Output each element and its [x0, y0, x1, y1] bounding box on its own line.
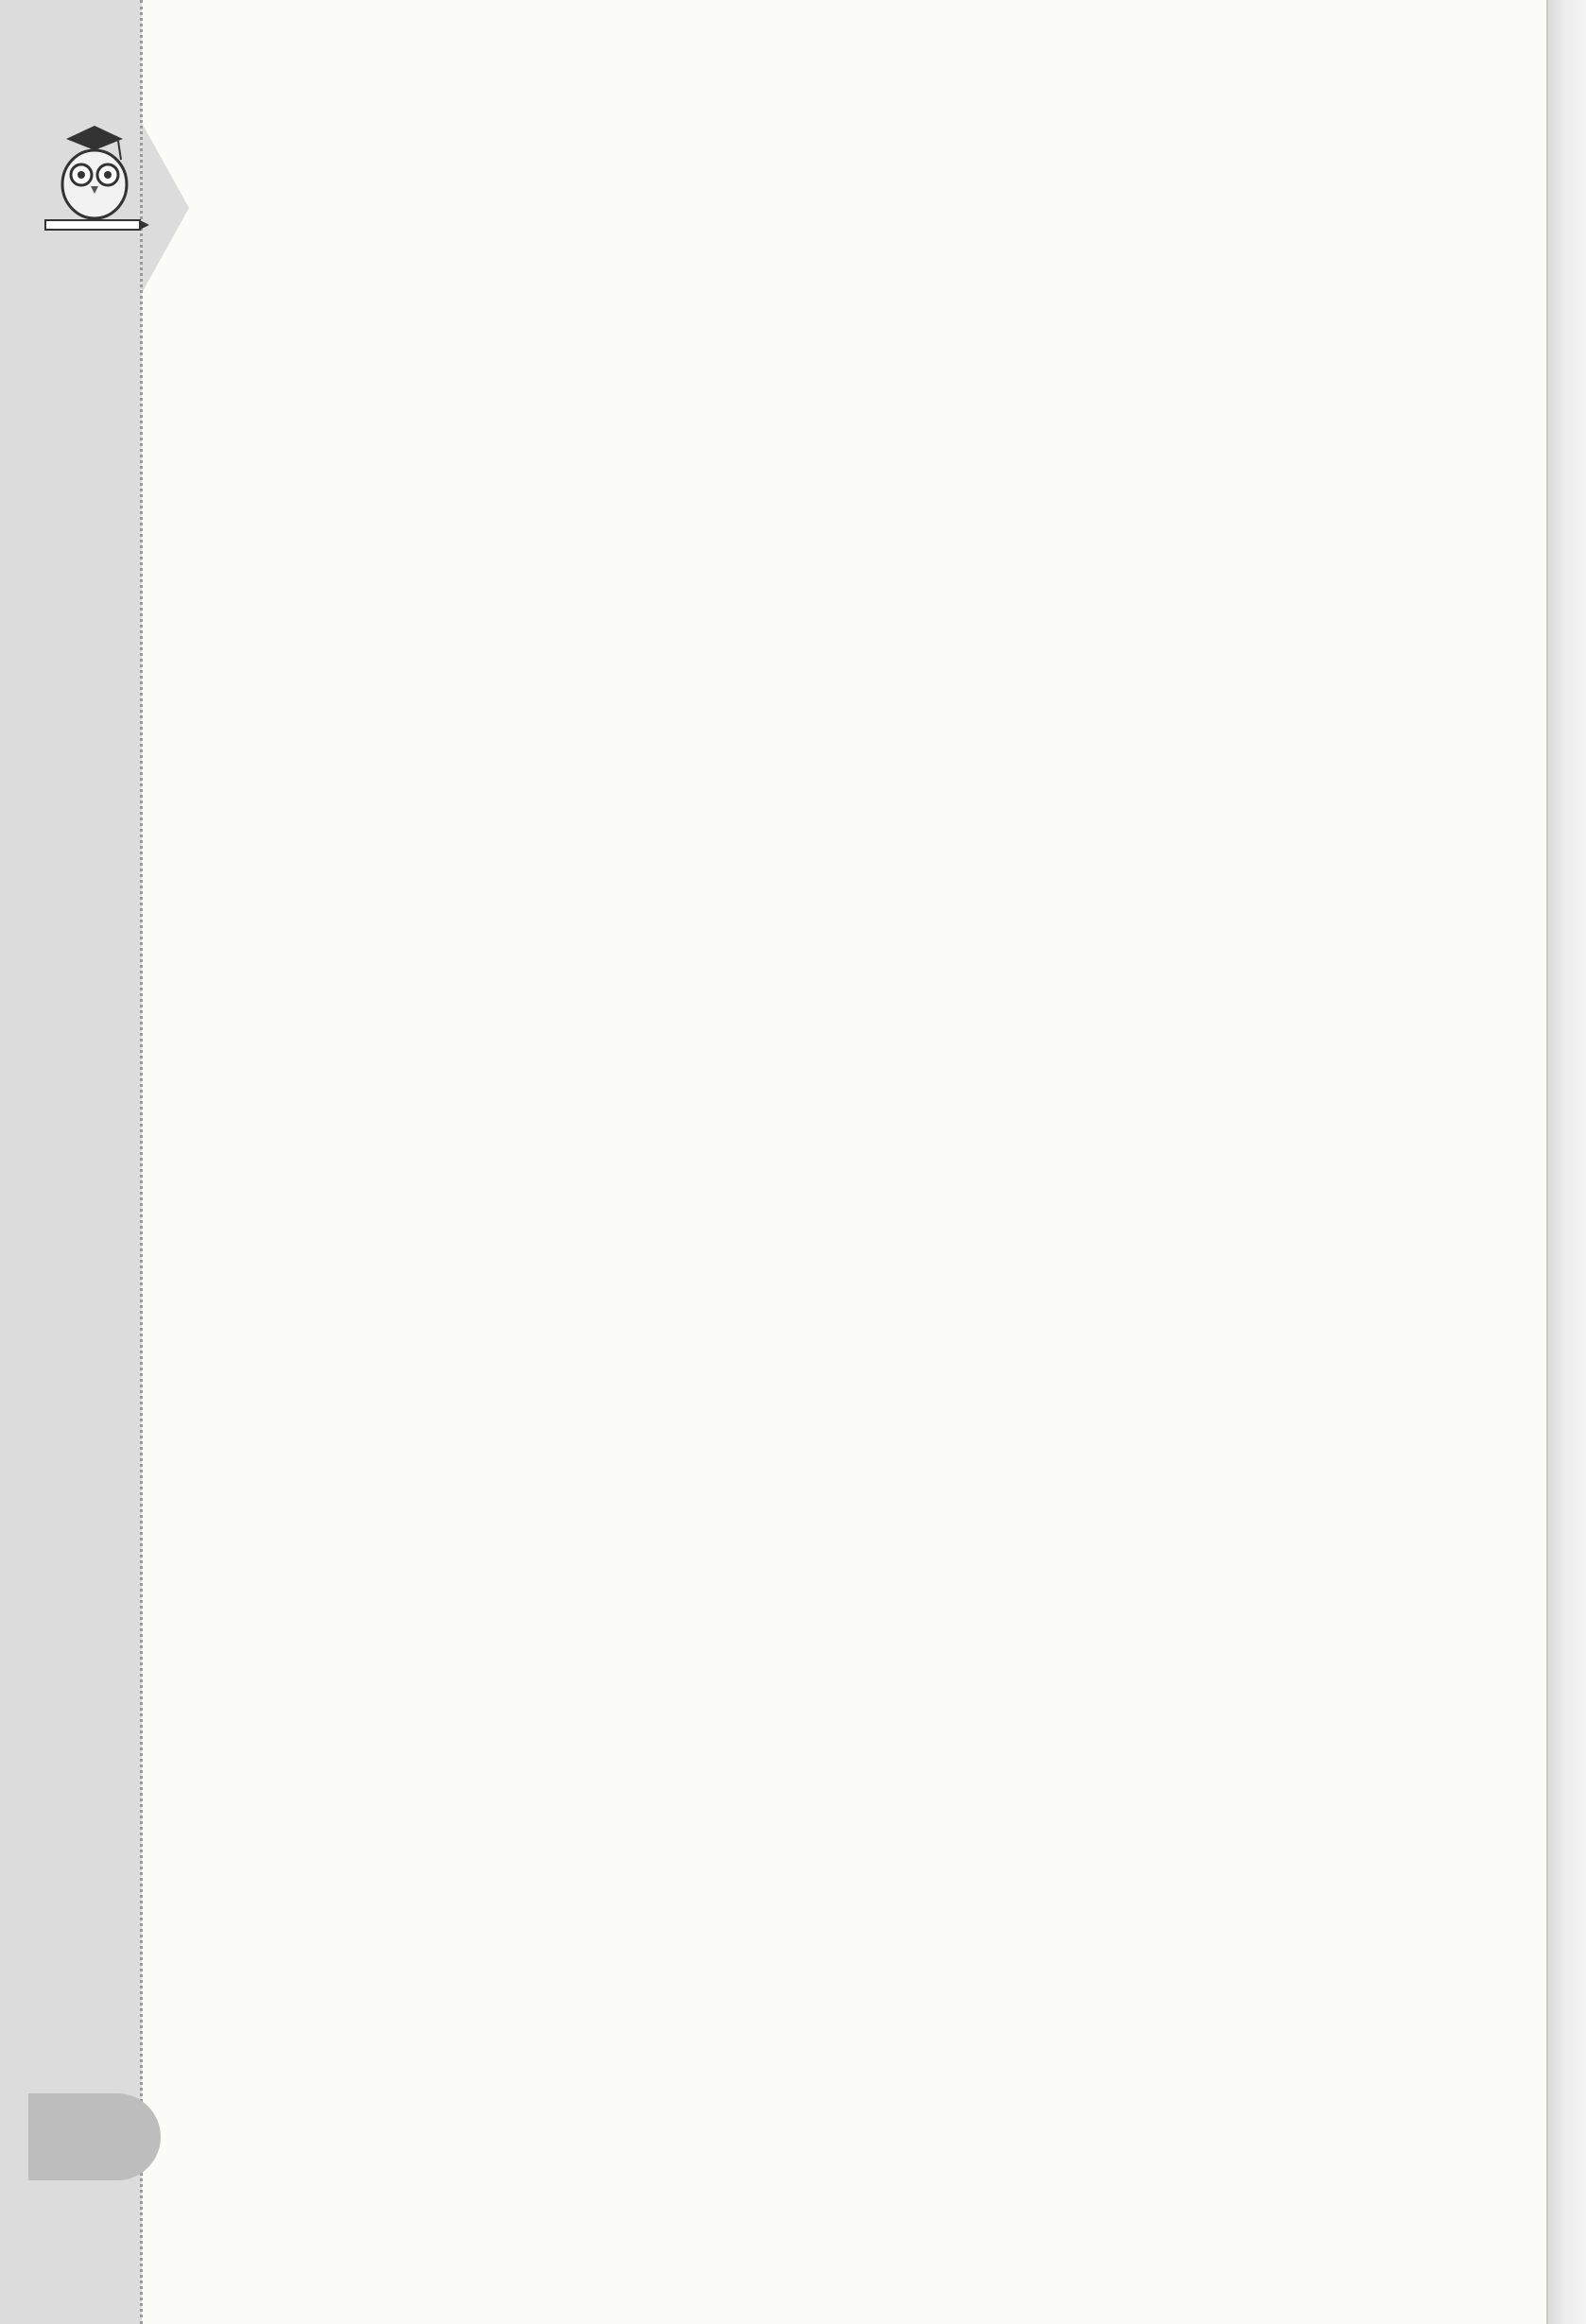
spine-dotted-line	[140, 0, 143, 2324]
owl-mascot-icon	[38, 118, 151, 250]
page-number	[28, 2093, 161, 2180]
answer-content	[189, 215, 1522, 257]
torn-page-edge	[1546, 0, 1586, 2324]
book-spine	[0, 0, 142, 2324]
